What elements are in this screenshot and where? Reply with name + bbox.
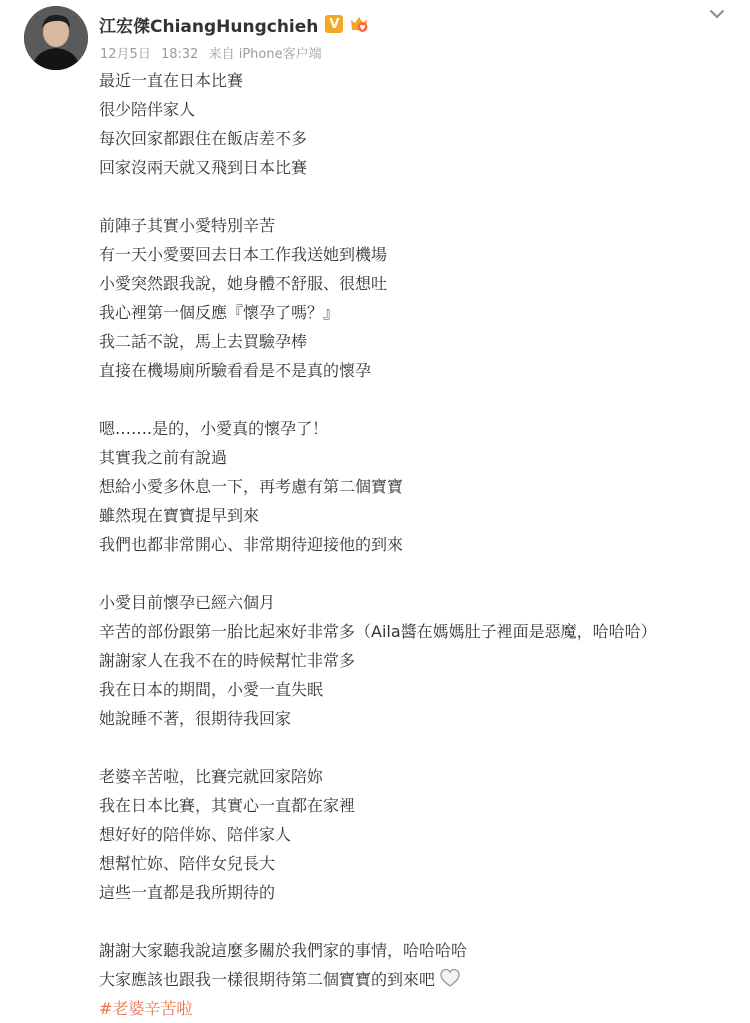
post-line	[99, 617, 739, 646]
post-line-text: 雖然現在寶寶提早到來	[99, 506, 260, 525]
post-line-text: 謝謝家人在我不在的時候幫忙非常多	[99, 651, 356, 670]
post-meta	[100, 43, 322, 62]
post-line	[99, 356, 739, 385]
post-line	[99, 675, 739, 704]
post-line-text: 想幫忙妳、陪伴女兒長大	[99, 854, 276, 873]
post-line-text: 謝謝大家聽我說這麼多關於我們家的事情，哈哈哈哈	[99, 941, 468, 960]
post-line-text: 我們也都非常開心、非常期待迎接他的到來	[99, 535, 404, 554]
post-line-text: 我二話不說，馬上去買驗孕棒	[99, 332, 308, 351]
post-line-text: 很少陪伴家人	[99, 100, 196, 119]
post-line-text: 我在日本比賽，其實心一直都在家裡	[99, 796, 356, 815]
blank-line	[99, 559, 739, 588]
post-line-text: 我心裡第一個反應『懷孕了嗎？』	[99, 303, 340, 322]
hashtag-link[interactable]: #老婆辛苦啦	[99, 999, 193, 1018]
post-line-text: 辛苦的部份跟第一胎比起來好非常多（Aila醬在媽媽肚子裡面是惡魔，哈哈哈）	[99, 622, 657, 641]
avatar-photo-icon	[24, 6, 88, 70]
verified-badge-icon: V	[325, 15, 343, 33]
avatar[interactable]	[24, 6, 88, 70]
post-line-text: 小愛目前懷孕已經六個月	[99, 593, 276, 612]
post-line-text: 她說睡不著，很期待我回家	[99, 709, 292, 728]
post-line-text: 這些一直都是我所期待的	[99, 883, 276, 902]
post-line	[99, 849, 739, 878]
post-line-text: 最近一直在日本比賽	[99, 71, 244, 90]
post-line	[99, 878, 739, 907]
post-line-text: 老婆辛苦啦，比賽完就回家陪妳	[99, 767, 324, 786]
post-line	[99, 66, 739, 95]
blank-line	[99, 182, 739, 211]
post-line	[99, 443, 739, 472]
post-line	[99, 95, 739, 124]
post-line	[99, 501, 739, 530]
svg-text:♥: ♥	[359, 24, 367, 32]
post-body	[99, 66, 739, 1023]
post-line	[99, 327, 739, 356]
heart-icon	[439, 968, 461, 988]
post-line-text: 想好好的陪伴妳、陪伴家人	[99, 825, 292, 844]
post-line	[99, 269, 739, 298]
post-line-text: 有一天小愛要回去日本工作我送她到機場	[99, 245, 388, 264]
post-line	[99, 530, 739, 559]
blank-line	[99, 907, 739, 936]
post-date[interactable]: 12月5日	[100, 47, 151, 62]
post-line-text: 嗯…….是的，小愛真的懷孕了！	[99, 419, 329, 438]
post-line	[99, 791, 739, 820]
username[interactable]: 江宏傑ChiangHungchieh	[99, 16, 319, 37]
post-line-text: 我在日本的期間，小愛一直失眠	[99, 680, 324, 699]
post-line-text: 直接在機場廁所驗看看是不是真的懷孕	[99, 361, 372, 380]
post-line	[99, 298, 739, 327]
post-line	[99, 472, 739, 501]
post-line-text: 小愛突然跟我說，她身體不舒服、很想吐	[99, 274, 388, 293]
post-line	[99, 704, 739, 733]
post-line	[99, 646, 739, 675]
post-line-text: 每次回家都跟住在飯店差不多	[99, 129, 308, 148]
post-line	[99, 240, 739, 269]
post-line-text: 回家沒兩天就又飛到日本比賽	[99, 158, 308, 177]
hashtag-line	[99, 994, 739, 1023]
post-line	[99, 762, 739, 791]
blank-line	[99, 385, 739, 414]
post-line	[99, 965, 739, 994]
post-source: 来自 iPhone客户端	[208, 47, 322, 62]
vip-member-icon[interactable]	[348, 14, 370, 34]
post-line	[99, 153, 739, 182]
post-time[interactable]: 18:32	[160, 47, 199, 62]
name-row	[99, 10, 370, 38]
post-line	[99, 414, 739, 443]
post-line-text: 大家應該也跟我一樣很期待第二個寶寶的到來吧	[99, 970, 436, 989]
post-line	[99, 820, 739, 849]
post-line	[99, 588, 739, 617]
post-line-text: 前陣子其實小愛特別辛苦	[99, 216, 276, 235]
chevron-down-icon[interactable]	[706, 4, 728, 24]
post-line	[99, 124, 739, 153]
post-line	[99, 936, 739, 965]
blank-line	[99, 733, 739, 762]
post-line	[99, 211, 739, 240]
post-line-text: 其實我之前有說過	[99, 448, 228, 467]
post-line-text: 想給小愛多休息一下，再考慮有第二個寶寶	[99, 477, 404, 496]
